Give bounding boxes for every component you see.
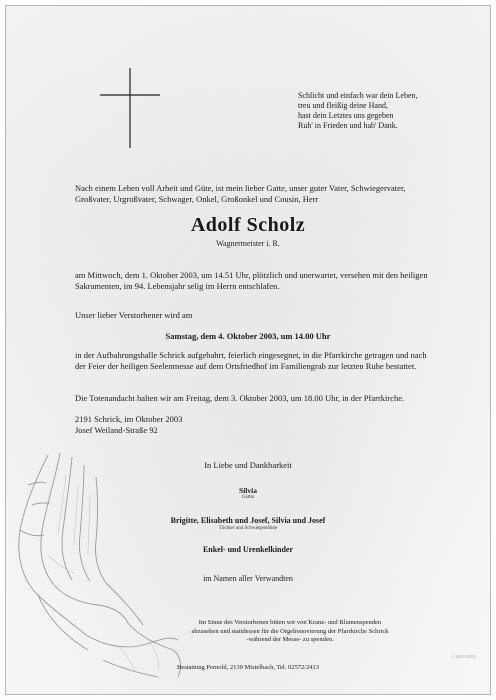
children-names: Brigitte, Elisabeth und Josef, Silvia und Josef xyxy=(170,516,326,525)
address-block xyxy=(75,414,435,436)
street-address: Josef Weiland-Straße 92 xyxy=(75,425,158,435)
place-date: 2191 Schrick, im Oktober 2003 xyxy=(75,414,183,424)
deceased-name: Adolf Scholz xyxy=(190,214,306,236)
rosary-text: Die Totenandacht halten wir am Freitag, dem 3. Oktober 2003, um 18.00 Uhr, in der Pfarrkirche. xyxy=(75,393,405,403)
service-date: Samstag, dem 4. Oktober 2003, um 14.00 Uhr xyxy=(165,331,331,341)
widow-role: Gattin xyxy=(241,495,255,500)
deceased-profession: Wagnermeister i. R. xyxy=(216,239,280,248)
praying-hands-illustration xyxy=(8,445,193,685)
service-details: in der Aufbahrungshalle Schrick aufgebahrt, feierlich eingesegnet, in die Pfarrkirche getragen und nach der Feier der heiligen Seelenmesse auf dem Ortsfriedhof im Familiengrab zur letzten Ruhe bestattet. xyxy=(75,350,427,371)
donation-request: Im Sinne des Verstorbenen bitten wir von Kranz- und Blumenspenden abzusehen und stattdessen für die Orgelrenovierung der Pfarrkirche Schrick -während der Messe- zu spenden. xyxy=(191,619,389,643)
funeral-home-line: Bestattung Pernold, 2130 Mistelbach, Tel. 02572/2413 xyxy=(176,664,320,671)
motto-verse: Schlicht und einfach war dein Leben, treu und fleißig deine Hand, hast dein Letztes uns gegeben Ruh' in Frieden und hab' Dank. xyxy=(298,91,418,130)
copyright-mark: © 2003 XXXX xyxy=(451,654,476,659)
intro-text: Nach einem Leben voll Arbeit und Güte, ist mein lieber Gatte, unser guter Vater, Schwiegervater, Großvater, Urgroßvater, Schwager, Onkel, Großonkel und Cousin, Herr xyxy=(75,183,406,204)
children-role: Töchter und Schwiegersöhne xyxy=(218,526,278,531)
grandchildren-line: Enkel- und Urenkelkinder xyxy=(202,545,294,554)
dank-line: In Liebe und Dankbarkeit xyxy=(204,460,292,470)
death-text: am Mittwoch, dem 1. Oktober 2003, um 14.51 Uhr, plötzlich und unerwartet, versehen mit den heiligen Sakramenten, im 94. Lebensjahr selig im Herrn entschlafen. xyxy=(75,270,428,291)
cross-icon xyxy=(100,68,160,148)
burial-intro: Unser lieber Verstorbener wird am xyxy=(75,310,193,320)
widow-name: Silvia xyxy=(239,486,257,495)
relatives-line: im Namen aller Verwandten xyxy=(203,574,293,583)
